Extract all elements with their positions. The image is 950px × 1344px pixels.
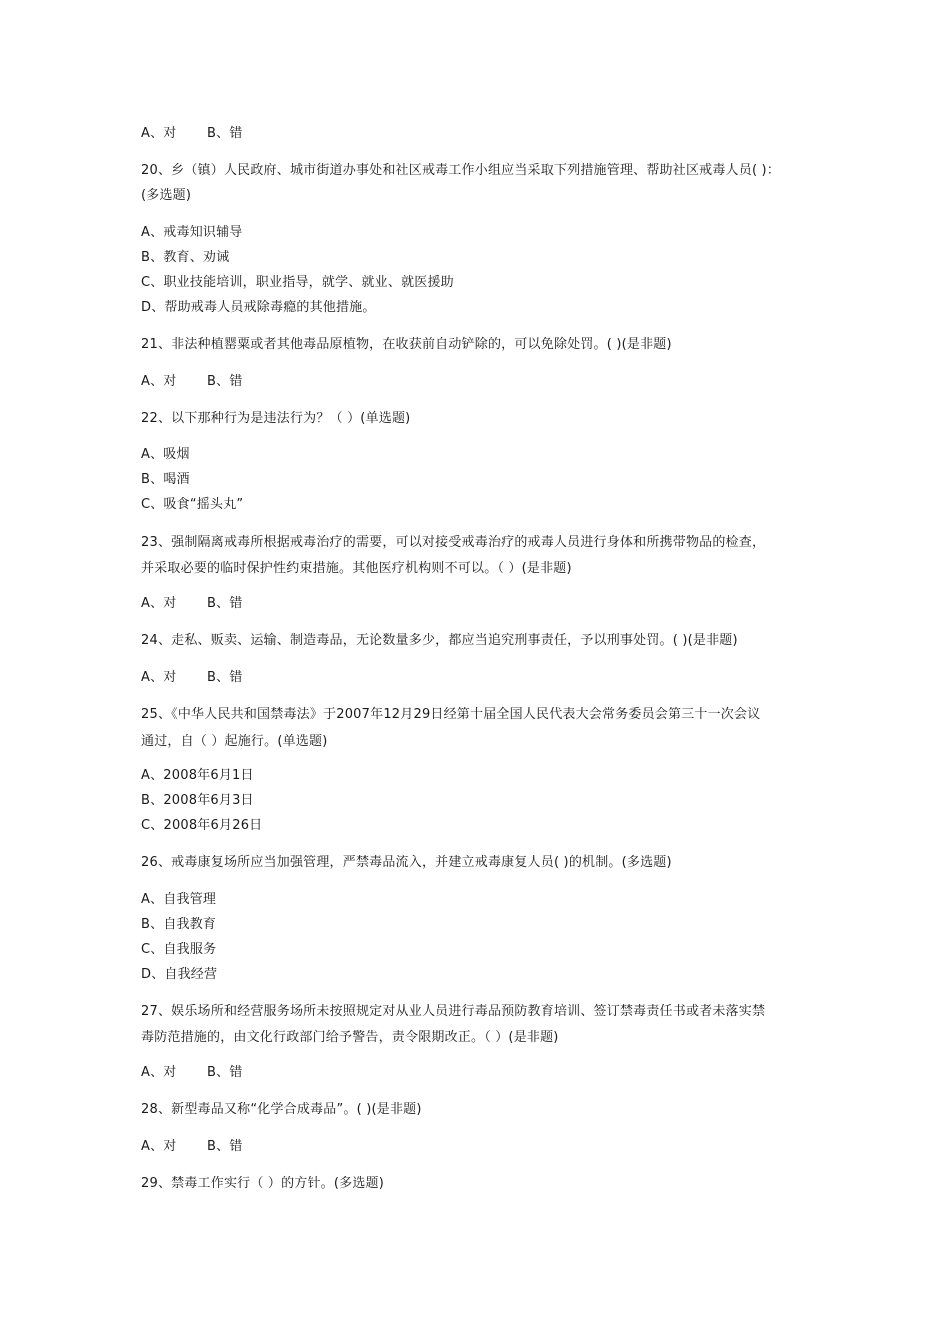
- question-27-cont: 毒防范措施的，由文化行政部门给予警告，责令限期改正。（ ）(是非题): [141, 1030, 559, 1045]
- option-b: B、教育、劝诫: [141, 250, 230, 265]
- question-22: 22、以下那种行为是违法行为？（ ）(单选题): [141, 411, 411, 426]
- option-c: C、职业技能培训，职业指导，就学、就业、就医援助: [141, 275, 454, 290]
- option-c: C、自我服务: [141, 942, 217, 957]
- option-true: A、对: [141, 126, 177, 141]
- option-row: [141, 1064, 243, 1082]
- option-row: [141, 373, 243, 391]
- question-27: 27、娱乐场所和经营服务场所未按照规定对从业人员进行毒品预防教育培训、签订禁毒责任书或者未落实禁: [141, 1004, 766, 1019]
- question-26: 26、戒毒康复场所应当加强管理，严禁毒品流入，并建立戒毒康复人员( )的机制。(多选题): [141, 855, 672, 870]
- option-true: A、对: [141, 670, 177, 685]
- option-a: A、吸烟: [141, 447, 190, 462]
- question-20-type: (多选题): [141, 188, 192, 203]
- option-false: B、错: [207, 596, 243, 611]
- question-29: 29、禁毒工作实行（ ）的方针。(多选题): [141, 1176, 385, 1191]
- option-false: B、错: [207, 1139, 243, 1154]
- option-a: A、2008年6月1日: [141, 768, 254, 783]
- question-25: 25、《中华人民共和国禁毒法》于2007年12月29日经第十届全国人民代表大会常务委员会第三十一次会议: [141, 707, 761, 722]
- question-25-cont: 通过，自（ ）起施行。(单选题): [141, 734, 328, 749]
- question-21: 21、非法种植罂粟或者其他毒品原植物，在收获前自动铲除的，可以免除处罚。( )(是非题): [141, 337, 672, 352]
- question-28: 28、新型毒品又称“化学合成毒品”。( )(是非题): [141, 1102, 422, 1117]
- option-b: B、自我教育: [141, 917, 217, 932]
- option-false: B、错: [207, 126, 243, 141]
- question-23-cont: 并采取必要的临时保护性约束措施。其他医疗机构则不可以。（ ）(是非题): [141, 561, 572, 576]
- option-row: [141, 669, 243, 687]
- question-20: 20、乡（镇）人民政府、城市街道办事处和社区戒毒工作小组应当采取下列措施管理、帮助社区戒毒人员( )：: [141, 163, 781, 178]
- question-24: 24、走私、贩卖、运输、制造毒品，无论数量多少，都应当追究刑事责任，予以刑事处罚。( )(是非题): [141, 633, 738, 648]
- question-23: 23、强制隔离戒毒所根据戒毒治疗的需要，可以对接受戒毒治疗的戒毒人员进行身体和所携带物品的检查，: [141, 535, 766, 550]
- option-b: B、2008年6月3日: [141, 793, 254, 808]
- option-false: B、错: [207, 1065, 243, 1080]
- option-c: C、2008年6月26日: [141, 818, 263, 833]
- option-true: A、对: [141, 596, 177, 611]
- option-row: [141, 595, 243, 613]
- option-row: [141, 1138, 243, 1156]
- option-c: C、吸食“摇头丸”: [141, 497, 244, 512]
- option-false: B、错: [207, 374, 243, 389]
- option-a: A、戒毒知识辅导: [141, 225, 243, 240]
- option-true: A、对: [141, 1139, 177, 1154]
- option-true: A、对: [141, 1065, 177, 1080]
- option-d: D、帮助戒毒人员戒除毒瘾的其他措施。: [141, 300, 376, 315]
- option-d: D、自我经营: [141, 967, 218, 982]
- option-row: [141, 125, 243, 143]
- option-b: B、喝酒: [141, 472, 190, 487]
- option-true: A、对: [141, 374, 177, 389]
- option-false: B、错: [207, 670, 243, 685]
- option-a: A、自我管理: [141, 892, 217, 907]
